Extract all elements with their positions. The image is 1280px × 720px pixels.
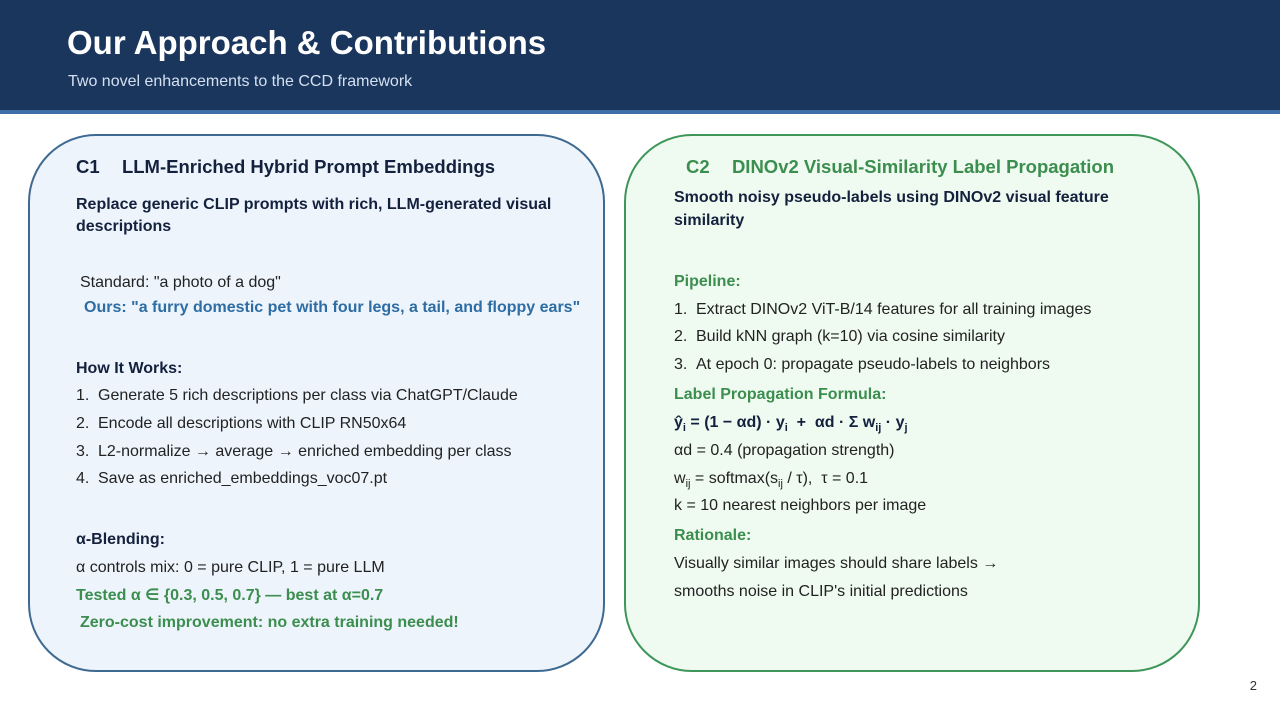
card-title-c1: LLM-Enriched Hybrid Prompt Embeddings — [121, 156, 496, 177]
c1-intro-line-2: descriptions — [76, 218, 172, 235]
slide-title: Our Approach & Contributions — [67, 24, 547, 61]
c2-step: 1. Extract DINOv2 ViT-B/14 features for all training images — [674, 301, 1092, 318]
c1-intro-line-1: Replace generic CLIP prompts with rich, LLM-generated visual — [76, 196, 552, 213]
contribution-card-c2 — [624, 134, 1200, 672]
card-tag-c2: C2 — [686, 156, 710, 177]
c2-formula-title: Label Propagation Formula: — [674, 386, 887, 403]
page-number: 2 — [1249, 678, 1257, 693]
contribution-card-c1 — [28, 134, 605, 672]
card-title-c2: DINOv2 Visual-Similarity Label Propagation — [731, 156, 1115, 177]
c2-propagation-formula: $ŷ_i = (1 - \alpha d) \cdot y_i + \alpha d \cdot \Sigma$ $w_{ij} \cdot y_j$ — [674, 414, 908, 435]
c2-weight-line: $w_{ij}$ = $softmax(s_{ij} / \tau)$, τ = 0.1 — [674, 470, 869, 491]
c2-alpha-line: αd = 0.4 (propagation strength) — [674, 442, 895, 459]
c2-rationale-title: Rationale: — [674, 527, 752, 544]
c2-rationale-line-2: smooths noise in CLIP's initial predictions — [674, 583, 968, 600]
c1-step: 3. L2-normalize → average → enriched embedding per class — [76, 443, 512, 460]
c1-tested-note: Tested α ∈ {0.3, 0.5, 0.7} — best at α=0.7 — [76, 587, 384, 604]
c1-ours-prompt: Ours: "a furry domestic pet with four legs, a tail, and floppy ears" — [84, 299, 581, 316]
c2-k-line: k = 10 nearest neighbors per image — [674, 497, 927, 514]
c2-intro-line-2: similarity — [674, 212, 745, 229]
card-heading-c2 — [686, 156, 1114, 178]
c2-pipeline-title: Pipeline: — [674, 273, 741, 290]
c2-rationale-line-1: Visually similar images should share labels → — [674, 555, 999, 572]
c2-intro-line-1: Smooth noisy pseudo-labels using DINOv2 visual feature — [674, 189, 1109, 206]
c1-standard-prompt: Standard: "a photo of a dog" — [80, 274, 281, 291]
c1-step: 2. Encode all descriptions with CLIP RN50x64 — [76, 415, 407, 432]
slide-subtitle: Two novel enhancements to the CCD framework — [68, 73, 413, 90]
card-heading-c1 — [76, 156, 495, 178]
slide-header — [0, 0, 1280, 114]
c1-zero-cost-note: Zero-cost improvement: no extra training needed! — [80, 614, 459, 631]
card-tag-c1: C1 — [76, 156, 100, 177]
c1-alpha-desc: α controls mix: 0 = pure CLIP, 1 = pure LLM — [76, 559, 385, 576]
c1-step: 4. Save as enriched_embeddings_voc07.pt — [76, 470, 388, 487]
c2-step: 2. Build kNN graph (k=10) via cosine similarity — [674, 328, 1005, 345]
c2-step: 3. At epoch 0: propagate pseudo-labels to neighbors — [674, 356, 1051, 373]
c1-step: 1. Generate 5 rich descriptions per class via ChatGPT/Claude — [76, 387, 518, 404]
c1-how-title: How It Works: — [76, 360, 183, 377]
c1-alpha-title: α-Blending: — [76, 531, 165, 548]
